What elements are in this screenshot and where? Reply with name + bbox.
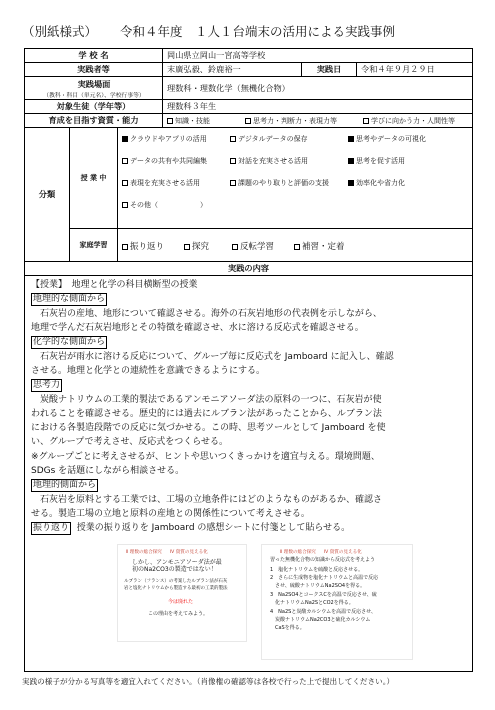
checkbox-icon	[232, 244, 238, 250]
class-option[interactable]: データの共有や共同編集	[122, 156, 207, 166]
abilities-row	[25, 114, 472, 128]
school-value: 岡山県立岡山一宮高等学校	[167, 50, 266, 60]
board-heading: Ⅱ 理数の総合探究	[126, 550, 162, 555]
jamboard-image-1	[117, 544, 247, 642]
board-text: 岩と塩化ナトリウムから製造する最初の工業的製法	[124, 586, 228, 591]
checkbox-icon	[184, 244, 190, 250]
board-text: この理由を考えてみよう。	[148, 611, 209, 617]
practitioner-label: 実践者等	[25, 63, 163, 76]
content-line: 石灰岩を原料とする工業では、工場の立地条件にはどのようなものがあるか、確認さ	[31, 495, 383, 505]
board-text: させ、硫酸ナトリウムNa2SO4を得る。	[270, 583, 366, 589]
checkbox-icon	[230, 180, 236, 186]
reflection-tag: 振り返り	[33, 523, 70, 533]
category-row	[25, 128, 472, 262]
abilities-label: 育成を目指す資質・能力	[25, 114, 163, 127]
students-value: 理数科３年生	[167, 101, 217, 111]
ability-option[interactable]: 学びに向かう力・人間性等	[363, 116, 455, 126]
home-option[interactable]: 振り返り	[122, 240, 164, 252]
home-option[interactable]: 補習・定着	[294, 240, 345, 252]
class-block	[70, 128, 472, 229]
section-tag-thinking: 思考力	[33, 380, 61, 390]
scene-value: 理数科・理数化学（無機化合物）	[167, 82, 290, 93]
class-option[interactable]: デジタルデータの保存	[230, 134, 308, 144]
section-tag-chemistry: 化学的な側面から	[33, 337, 106, 347]
board-text: 習った無機化合物の知識から反応式を考えよう	[270, 557, 376, 563]
board-text: しかし、アンモニアソーダ法が最	[132, 559, 222, 566]
class-option[interactable]: 表現を充実させる活用	[122, 178, 200, 188]
content-body	[25, 276, 472, 671]
practitioner-row	[25, 63, 472, 77]
document-header	[22, 22, 482, 42]
board-text: 3 Na2SO4とコークスCを高温で反応させ、硫	[270, 592, 377, 598]
checkbox-icon	[122, 244, 128, 250]
class-option[interactable]: 効率化や省力化	[348, 178, 405, 188]
school-label: 学 校 名	[25, 49, 163, 62]
footer-note: 実践の様子が分かる写真等を適宜入れてください。（肖像権の確認等は各校で行った上で提出してください。）	[22, 677, 395, 686]
content-line: 石灰岩の産地、地形について確認させる。海外の石灰岩地形の代表例を示しながら、	[31, 309, 382, 319]
scene-row	[25, 77, 472, 100]
section-tag-geography-2: 地理的側面から	[33, 480, 97, 490]
checkbox-icon	[122, 180, 128, 186]
board-text: 2 さらに生成物を塩化ナトリウムと高温で反応	[270, 575, 379, 581]
checkbox-icon	[294, 244, 300, 250]
content-line: 炭酸ナトリウムの工業的製法であるアンモニアソーダ法の原料の一つに、石灰岩が使	[31, 395, 382, 405]
document-title: 令和４年度 １人１台端末の活用による実践事例	[120, 24, 396, 39]
content-heading: 実践の内容	[228, 263, 269, 273]
board-text: 炭酸ナトリウムNa2CO3と硫化カルシウム	[270, 617, 371, 623]
students-label: 対象生徒（学年等）	[25, 100, 163, 113]
checkbox-icon	[122, 158, 128, 164]
board-text-highlight: 今は廃れた	[168, 599, 194, 605]
scene-label: 実践場面	[77, 79, 111, 89]
checkbox-checked-icon	[348, 158, 354, 164]
class-option[interactable]: 課題のやり取りと評価の支援	[230, 178, 329, 188]
checkbox-icon	[230, 136, 236, 142]
content-line: ※グループごとに考えさせるが、ヒントや思いつくきっかけを適宜与える。環境問題、	[31, 452, 380, 462]
checkbox-icon	[245, 118, 251, 124]
board-text: ルブラン（フランス）の考案したルブラン法が石灰	[124, 579, 228, 584]
practitioner-value: 末廣弘毅、鈴鹿裕一	[163, 63, 302, 76]
content-line: 地理で学んだ石灰岩地形とその特徴を確認させ、水に溶ける反応式を確認させる。	[31, 323, 364, 333]
date-label: 実践日	[302, 63, 357, 76]
class-option[interactable]: 思考を促す活用	[348, 156, 405, 166]
board-text: CaSを得る。	[270, 625, 305, 631]
class-label: 授 業 中	[70, 128, 118, 228]
checkbox-checked-icon	[122, 136, 128, 142]
reflection-text: 授業の振り返りを Jamboard の感想シートに付箋として貼らせる。	[76, 523, 351, 533]
report-table	[24, 48, 473, 672]
home-block	[70, 229, 472, 261]
checkbox-icon	[167, 118, 173, 124]
board-heading: Ⅳ 資質の見える化	[324, 550, 362, 555]
jamboard-image-2	[261, 544, 413, 660]
content-line: われることを確認させる。歴史的には過去にルブラン法があったことから、ルブラン法	[31, 409, 382, 419]
content-line: における各製造段階での反応に気づかせる。この時、思考ツールとして Jamboard を使	[31, 423, 386, 433]
class-option[interactable]: クラウドやアプリの活用	[122, 134, 207, 144]
form-label: （別紙様式）	[22, 24, 98, 39]
home-label: 家庭学習	[70, 229, 118, 261]
board-text: 1 塩化ナトリウムを硫酸と反応させる。	[270, 567, 364, 573]
board-text: 初のNa2CO3の製造ではない！	[132, 566, 217, 573]
scene-sublabel: （教科・科目（単元名）、学校行事等）	[43, 93, 145, 99]
date-value: 令和４年９月２９日	[361, 64, 435, 74]
home-options	[118, 229, 472, 261]
checkbox-icon	[363, 118, 369, 124]
content-line: 石灰岩が雨水に溶ける反応について、グループ毎に反応式を Jamboard に記入し、確認	[31, 352, 394, 362]
class-option[interactable]: その他（ ）	[122, 200, 207, 210]
board-text: 4 Na2Sと炭酸カルシウムを高温で反応させ、	[270, 609, 377, 615]
checkbox-checked-icon	[348, 136, 354, 142]
content-line: せる。製造工場の立地と原料の産地との関係性について考えさせる。	[31, 509, 310, 519]
content-line: SDGs を話題にしながら相談させる。	[31, 466, 185, 476]
board-heading: Ⅳ 資質の見える化	[170, 550, 208, 555]
content-line: 【授業】 地理と化学の科目横断型の授業	[31, 280, 198, 290]
content-heading-row	[25, 262, 472, 276]
ability-option[interactable]: 思考力・判断力・表現力等	[245, 116, 337, 126]
home-option[interactable]: 反転学習	[232, 240, 274, 252]
class-option[interactable]: 思考やデータの可視化	[348, 134, 426, 144]
students-row	[25, 100, 472, 114]
checkbox-icon	[122, 202, 128, 208]
home-option[interactable]: 探究	[184, 240, 209, 252]
checkbox-icon	[230, 158, 236, 164]
school-row	[25, 49, 472, 63]
ability-option[interactable]: 知識・技能	[167, 116, 210, 126]
category-label: 分類	[25, 128, 70, 261]
content-line: い、グループで考えさせ、反応式をつくらせる。	[31, 437, 229, 447]
board-heading: Ⅱ 理数の総合探究	[280, 550, 316, 555]
board-text: 化ナトリウムNa2SとCO2を得る。	[270, 600, 354, 606]
class-option[interactable]: 対話を充実させる活用	[230, 156, 308, 166]
content-line: させる。地理と化学との連続性を意識できるようにする。	[31, 366, 266, 376]
class-options	[118, 128, 472, 228]
checkbox-checked-icon	[348, 180, 354, 186]
section-tag-geography: 地理的な側面から	[33, 294, 106, 304]
abilities-options	[163, 114, 472, 127]
reflection-line	[31, 522, 471, 535]
scene-label-cell	[25, 77, 163, 99]
